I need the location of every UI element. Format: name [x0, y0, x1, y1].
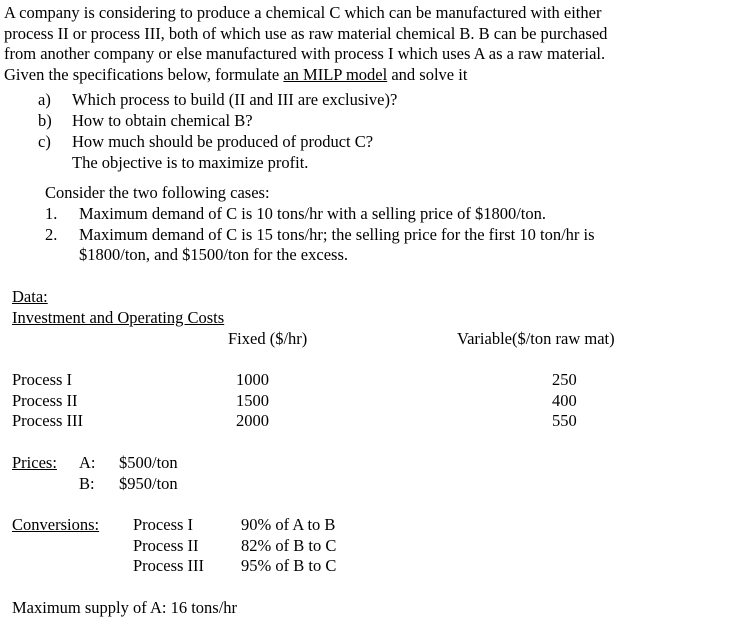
conversion-process-1: Process I: [133, 515, 194, 534]
objective-statement: The objective is to maximize profit.: [72, 153, 309, 172]
instruction-suffix: and solve it: [387, 65, 468, 84]
intro-line-2: process II or process III, both of which use as raw material chemical B. B can be purchased: [4, 24, 608, 43]
conversion-process-2: Process II: [133, 536, 199, 555]
question-a-marker: a): [38, 90, 51, 109]
row-process-3-name: Process III: [12, 411, 84, 430]
row-process-1-fixed: 1000: [236, 370, 269, 389]
question-c-text: How much should be produced of product C?: [72, 132, 374, 151]
cases-heading: Consider the two following cases:: [45, 183, 270, 202]
row-process-1-variable: 250: [552, 370, 577, 389]
costs-heading: Investment and Operating Costs: [12, 308, 225, 327]
case-2-text-line-2: $1800/ton, and $1500/ton for the excess.: [79, 245, 348, 264]
question-b-text: How to obtain chemical B?: [72, 111, 253, 130]
price-b-item: B:: [79, 474, 95, 493]
instruction-prefix: Given the specifications below, formulate: [4, 65, 284, 84]
conversions-label: Conversions:: [12, 515, 100, 534]
case-1-text: Maximum demand of C is 10 tons/hr with a selling price of $1800/ton.: [79, 204, 546, 223]
conversion-value-2: 82% of B to C: [241, 536, 337, 555]
intro-line-3: from another company or else manufactured with process I which uses A as a raw material.: [4, 44, 606, 63]
conversion-process-3: Process III: [133, 556, 205, 575]
max-supply-statement: Maximum supply of A: 16 tons/hr: [12, 598, 238, 617]
question-c-marker: c): [38, 132, 51, 151]
row-process-2-name: Process II: [12, 391, 78, 410]
price-a-value: $500/ton: [119, 453, 178, 472]
instruction-line: [4, 65, 467, 86]
conversion-value-3: 95% of B to C: [241, 556, 337, 575]
row-process-1-name: Process I: [12, 370, 73, 389]
question-a-text: Which process to build (II and III are exclusive)?: [72, 90, 398, 109]
row-process-2-fixed: 1500: [236, 391, 269, 410]
intro-line-1: A company is considering to produce a chemical C which can be manufactured with either: [4, 3, 602, 22]
prices-label: Prices:: [12, 453, 57, 472]
case-2-marker: 2.: [45, 225, 58, 244]
row-process-3-fixed: 2000: [236, 411, 269, 430]
price-a-item: A:: [79, 453, 96, 472]
row-process-2-variable: 400: [552, 391, 577, 410]
case-1-marker: 1.: [45, 204, 58, 223]
milp-model-link: an MILP model: [283, 65, 388, 84]
conversion-value-1: 90% of A to B: [241, 515, 336, 534]
col-variable-header: Variable($/ton raw mat): [457, 329, 615, 348]
data-heading: Data:: [12, 287, 48, 306]
case-2-text-line-1: Maximum demand of C is 15 tons/hr; the selling price for the first 10 ton/hr is: [79, 225, 595, 244]
price-b-value: $950/ton: [119, 474, 178, 493]
col-fixed-header: Fixed ($/hr): [228, 329, 308, 348]
question-b-marker: b): [38, 111, 52, 130]
row-process-3-variable: 550: [552, 411, 577, 430]
